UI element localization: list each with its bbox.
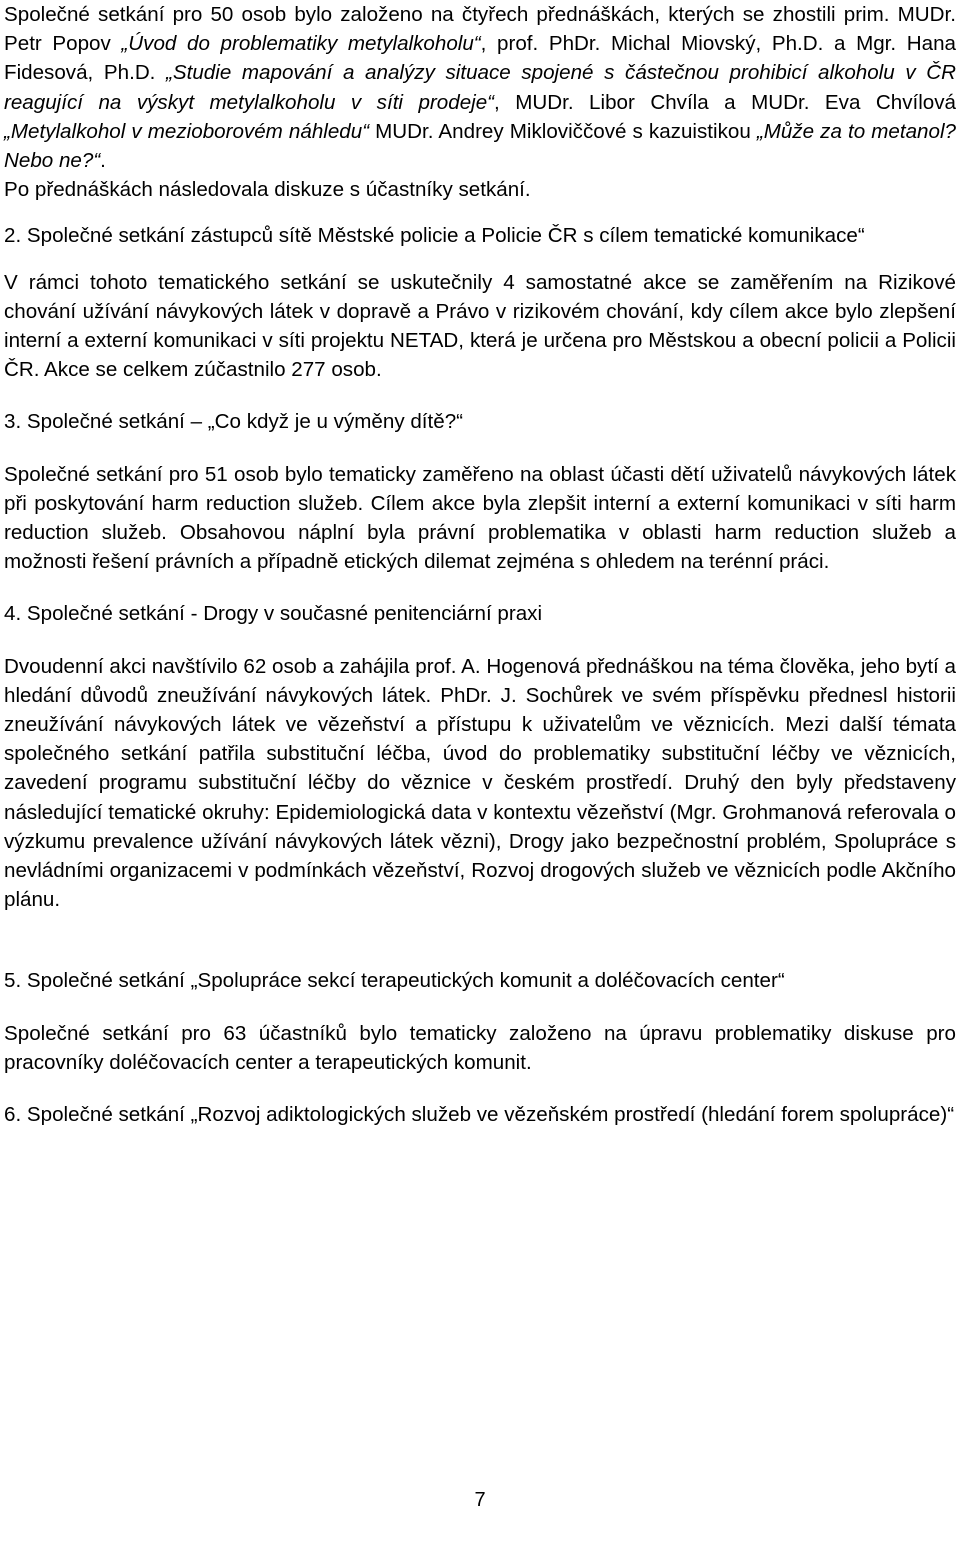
page-number: 7 <box>474 1489 486 1511</box>
section-body-3: Společné setkání pro 51 osob bylo tematicky zaměřeno na oblast účasti dětí uživatelů návykových látek při poskytování harm reduction služeb. Cílem akce byla zlepšit interní a externí komunikaci v síti harm reduction služeb. Obsahovou náplní byla právní problematika v oblasti harm reduction služeb a možnosti řešení právních a případně etických dilemat zejména s ohledem na terénní práci. <box>4 462 956 574</box>
section-heading-6: 6. Společné setkání „Rozvoj adiktologických služeb ve vězeňském prostředí (hledání forem spolupráce)“ <box>4 1103 955 1127</box>
section-body-5: Společné setkání pro 63 účastníků bylo tematicky založeno na úpravu problematiky diskuse pro pracovníky doléčovacích center a terapeutických komunit. <box>4 1021 956 1074</box>
lecture-title-4: „Může za to metanol? Nebo ne?“ <box>4 119 956 173</box>
section-body-2: V rámci tohoto tematického setkání se uskutečnily 4 samostatné akce se zaměřením na Rizikové chování užívání návykových látek v dopravě a Právo v rizikovém chování, kdy cílem akce bylo zlepšení interní a externí komunikaci v síti projektu NETAD, která je určena pro Městskou a obecní policii a Policii ČR. Akce se celkem zúčastnilo 277 osob. <box>4 270 956 382</box>
section-heading-5: 5. Společné setkání „Spolupráce sekcí terapeutických komunit a doléčovacích center“ <box>4 969 785 993</box>
intro-paragraph: Společné setkání pro 50 osob bylo založeno na čtyřech přednáškách, kterých se zhostili prim. MUDr. Petr Popov „Úvod do problematiky metylalkoholu“, prof. PhDr. Michal Miovský, Ph.D. a Mgr. Hana Fidesová, Ph.D. „Studie mapování a analýzy situace spojené s částečnou prohibicí alkoholu v ČR reagující na výskyt metylalkoholu v síti prodeje“, MUDr. Libor Chvíla a MUDr. Eva Chvílová „Metylalkohol v mezioborovém náhledu“ MUDr. Andrey Mikloviččové s kazuistikou „Může za to metanol? Nebo ne?“. <box>4 3 957 173</box>
lecture-title-3: „Metylalkohol v mezioborovém náhledu“ <box>4 119 370 143</box>
intro-followup: Po přednáškách následovala diskuze s účastníky setkání. <box>4 178 531 202</box>
document-page <box>4 0 956 1129</box>
section-heading-4: 4. Společné setkání - Drogy v současné penitenciární praxi <box>4 602 543 626</box>
section-heading-3: 3. Společné setkání – „Co když je u výměny dítě?“ <box>4 410 464 434</box>
lecture-title-2: „Studie mapování a analýzy situace spojené s částečnou prohibicí alkoholu v ČR reagující na výskyt metylalkoholu v síti prodeje“ <box>4 61 956 114</box>
section-heading-2: 2. Společné setkání zástupců sítě Městské policie a Policie ČR s cílem tematické komunikace“ <box>4 224 865 248</box>
section-body-4: Dvoudenní akci navštívilo 62 osob a zahájila prof. A. Hogenová přednáškou na téma člověka, jeho bytí a hledání důvodů zneužívání návykových látek. PhDr. J. Sochůrek ve svém příspěvku přednesl historii zneužívání návykových látek ve vězeňství a přístupu k uživatelům ve věznicích. Mezi další témata společného setkání patřila substituční léčba, úvod do problematiky substituční léčby ve věznicích, zavedení programu substituční léčby do věznice v českém prostředí. Druhý den byly představeny následující tematické okruhy: Epidemiologická data v kontextu vězeňství (Mgr. Grohmanová referovala o výzkumu prevalence užívání návykových látek vězni), Drogy jako bezpečnostní problém, Spolupráce s nevládními organizacemi v podmínkách vězeňství, Rozvoj drogových služeb ve věznicích podle Akčního plánu. <box>4 654 956 912</box>
lecture-title-1: „Úvod do problematiky metylalkoholu“ <box>121 32 481 56</box>
